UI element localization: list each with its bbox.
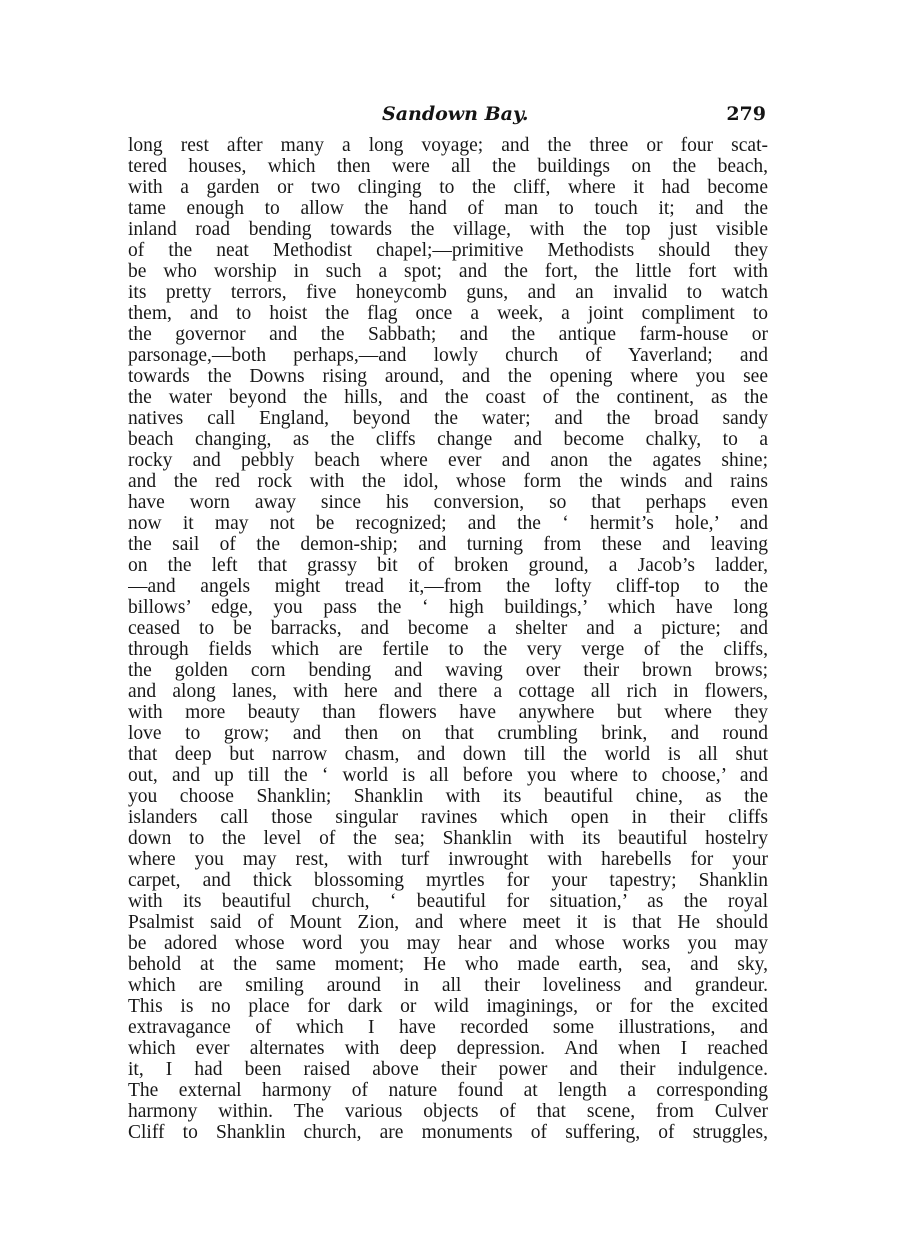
text-line: down to the level of the sea; Shanklin with its beautiful hostelry [128, 828, 768, 849]
text-line: —and angels might tread it,—from the lofty cliff-top to the [128, 576, 768, 597]
text-line: extravagance of which I have recorded some illustrations, and [128, 1017, 768, 1038]
text-line: out, and up till the ‘ world is all before you where to choose,’ and [128, 765, 768, 786]
text-line: on the left that grassy bit of broken ground, a Jacob’s ladder, [128, 555, 768, 576]
text-line: and the red rock with the idol, whose form the winds and rains [128, 471, 768, 492]
text-line: through fields which are fertile to the very verge of the cliffs, [128, 639, 768, 660]
text-line: with a garden or two clinging to the cliff, where it had become [128, 177, 768, 198]
text-line: that deep but narrow chasm, and down till the world is all shut [128, 744, 768, 765]
text-line: have worn away since his conversion, so that perhaps even [128, 492, 768, 513]
text-line: you choose Shanklin; Shanklin with its beautiful chine, as the [128, 786, 768, 807]
text-line: the golden corn bending and waving over their brown brows; [128, 660, 768, 681]
text-line: beach changing, as the cliffs change and become chalky, to a [128, 429, 768, 450]
text-line: harmony within. The various objects of that scene, from Culver [128, 1101, 768, 1122]
body-text [128, 135, 768, 1143]
text-line: which are smiling around in all their loveliness and grandeur. [128, 975, 768, 996]
running-head [128, 100, 768, 132]
text-line: The external harmony of nature found at length a corresponding [128, 1080, 768, 1101]
text-line: love to grow; and then on that crumbling brink, and round [128, 723, 768, 744]
text-line: natives call England, beyond the water; and the broad sandy [128, 408, 768, 429]
page-number: 279 [726, 103, 766, 125]
text-line: Cliff to Shanklin church, are monuments of suffering, of struggles, [128, 1122, 768, 1143]
running-head-title: Sandown Bay. [382, 103, 529, 125]
text-line: parsonage,—both perhaps,—and lowly church of Yaverland; and [128, 345, 768, 366]
text-line: the sail of the demon-ship; and turning from these and leaving [128, 534, 768, 555]
text-line: Psalmist said of Mount Zion, and where meet it is that He should [128, 912, 768, 933]
text-line: tered houses, which then were all the buildings on the beach, [128, 156, 768, 177]
text-line: be who worship in such a spot; and the fort, the little fort with [128, 261, 768, 282]
text-line: This is no place for dark or wild imaginings, or for the excited [128, 996, 768, 1017]
text-line: and along lanes, with here and there a cottage all rich in flowers, [128, 681, 768, 702]
text-line: its pretty terrors, five honeycomb guns, and an invalid to watch [128, 282, 768, 303]
text-line: behold at the same moment; He who made earth, sea, and sky, [128, 954, 768, 975]
text-line: towards the Downs rising around, and the opening where you see [128, 366, 768, 387]
text-line: the water beyond the hills, and the coast of the continent, as the [128, 387, 768, 408]
text-line: rocky and pebbly beach where ever and anon the agates shine; [128, 450, 768, 471]
text-line: islanders call those singular ravines which open in their cliffs [128, 807, 768, 828]
text-line: billows’ edge, you pass the ‘ high buildings,’ which have long [128, 597, 768, 618]
text-line: of the neat Methodist chapel;—primitive Methodists should they [128, 240, 768, 261]
text-line: with its beautiful church, ‘ beautiful for situation,’ as the royal [128, 891, 768, 912]
text-line: them, and to hoist the flag once a week, a joint compliment to [128, 303, 768, 324]
text-line: which ever alternates with deep depression. And when I reached [128, 1038, 768, 1059]
text-line: where you may rest, with turf inwrought with harebells for your [128, 849, 768, 870]
text-line: be adored whose word you may hear and whose works you may [128, 933, 768, 954]
text-line: the governor and the Sabbath; and the antique farm-house or [128, 324, 768, 345]
text-line: it, I had been raised above their power and their indulgence. [128, 1059, 768, 1080]
text-line: inland road bending towards the village, with the top just visible [128, 219, 768, 240]
text-line: long rest after many a long voyage; and the three or four scat- [128, 135, 768, 156]
text-line: carpet, and thick blossoming myrtles for your tapestry; Shanklin [128, 870, 768, 891]
text-line: now it may not be recognized; and the ‘ hermit’s hole,’ and [128, 513, 768, 534]
text-line: ceased to be barracks, and become a shelter and a picture; and [128, 618, 768, 639]
text-line: tame enough to allow the hand of man to touch it; and the [128, 198, 768, 219]
text-line: with more beauty than flowers have anywhere but where they [128, 702, 768, 723]
